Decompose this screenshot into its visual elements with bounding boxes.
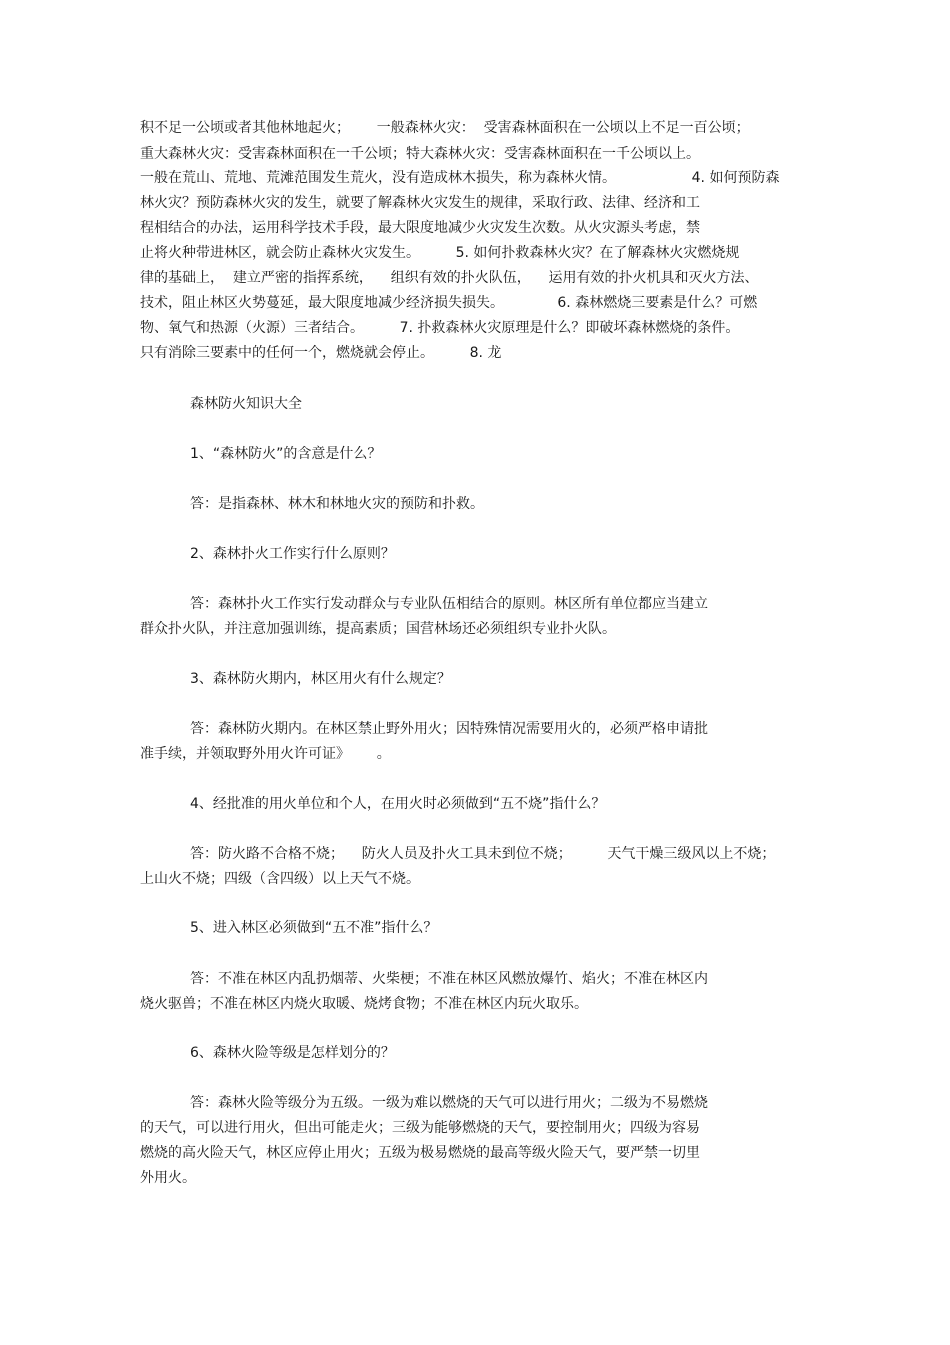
intro-line: 一般在荒山、荒地、荒滩范围发生荒火，没有造成林木损失，称为森林火情。 4. 如何预防森	[140, 170, 780, 186]
intro-line: 积不足一公顷或者其他林地起火； 一般森林火灾： 受害森林面积在一公顷以上不足一百公顷；	[140, 120, 750, 136]
answer-5-line-1: 答：不准在林区内乱扔烟蒂、火柴梗；不准在林区风燃放爆竹、焰火；不准在林区内	[190, 971, 708, 987]
answer-6-line-2: 的天气，可以进行用火，但出可能走火；三级为能够燃烧的天气，要控制用火；四级为容易	[140, 1120, 700, 1136]
answer-3-line-2: 准手续，并领取野外用火许可证》 。	[140, 746, 391, 762]
intro-line: 重大森林火灾：受害森林面积在一千公顷；特大森林火灾：受害森林面积在一千公顷以上。	[140, 146, 700, 162]
answer-6-line-3: 燃烧的高火险天气，林区应停止用火；五级为极易燃烧的最高等级火险天气，要严禁一切里	[140, 1145, 700, 1161]
answer-6-line-1: 答：森林火险等级分为五级。一级为难以燃烧的天气可以进行用火；二级为不易燃烧	[190, 1095, 708, 1111]
answer-6-line-4: 外用火。	[140, 1170, 196, 1186]
document-title: 森林防火知识大全	[190, 396, 302, 412]
answer-2-line-2: 群众扑火队，并注意加强训练，提高素质；国营林场还必须组织专业扑火队。	[140, 621, 616, 637]
answer-3-line-1: 答：森林防火期内。在林区禁止野外用火；因特殊情况需要用火的，必须严格申请批	[190, 721, 708, 737]
answer-4-line-1: 答：防火路不合格不烧； 防火人员及扑火工具未到位不烧； 天气干燥三级风以上不烧；	[190, 846, 776, 862]
intro-line: 只有消除三要素中的任何一个，燃烧就会停止。 8. 龙	[140, 345, 502, 361]
intro-line: 林火灾？预防森林火灾的发生，就要了解森林火灾发生的规律，采取行政、法律、经济和工	[140, 195, 700, 211]
intro-line: 技术，阻止林区火势蔓延，最大限度地减少经济损失损失。 6. 森林燃烧三要素是什么？可燃	[140, 295, 758, 311]
answer-1: 答：是指森林、林木和林地火灾的预防和扑救。	[190, 496, 484, 512]
question-3: 3、森林防火期内，林区用火有什么规定？	[190, 671, 451, 687]
answer-2-line-1: 答：森林扑火工作实行发动群众与专业队伍相结合的原则。林区所有单位都应当建立	[190, 596, 708, 612]
intro-line: 止将火种带进林区，就会防止森林火灾发生。 5. 如何扑救森林火灾？在了解森林火灾燃烧规	[140, 245, 740, 261]
intro-line: 程相结合的办法，运用科学技术手段，最大限度地减少火灾发生次数。从火灾源头考虑，禁	[140, 220, 700, 236]
intro-line: 律的基础上， 建立严密的指挥系统， 组织有效的扑火队伍， 运用有效的扑火机具和灭火方法、	[140, 270, 759, 286]
question-1: 1、“森林防火”的含意是什么？	[190, 446, 382, 462]
question-5: 5、进入林区必须做到“五不准”指什么？	[190, 920, 438, 936]
answer-4-line-2: 上山火不烧；四级（含四级）以上天气不烧。	[140, 871, 420, 887]
question-4: 4、经批准的用火单位和个人，在用火时必须做到“五不烧”指什么？	[190, 796, 606, 812]
answer-5-line-2: 烧火驱兽；不准在林区内烧火取暖、烧烤食物；不准在林区内玩火取乐。	[140, 996, 588, 1012]
question-2: 2、森林扑火工作实行什么原则？	[190, 546, 395, 562]
intro-line: 物、氧气和热源（火源）三者结合。 7. 扑救森林火灾原理是什么？即破坏森林燃烧的条件。	[140, 320, 740, 336]
question-6: 6、森林火险等级是怎样划分的？	[190, 1045, 395, 1061]
